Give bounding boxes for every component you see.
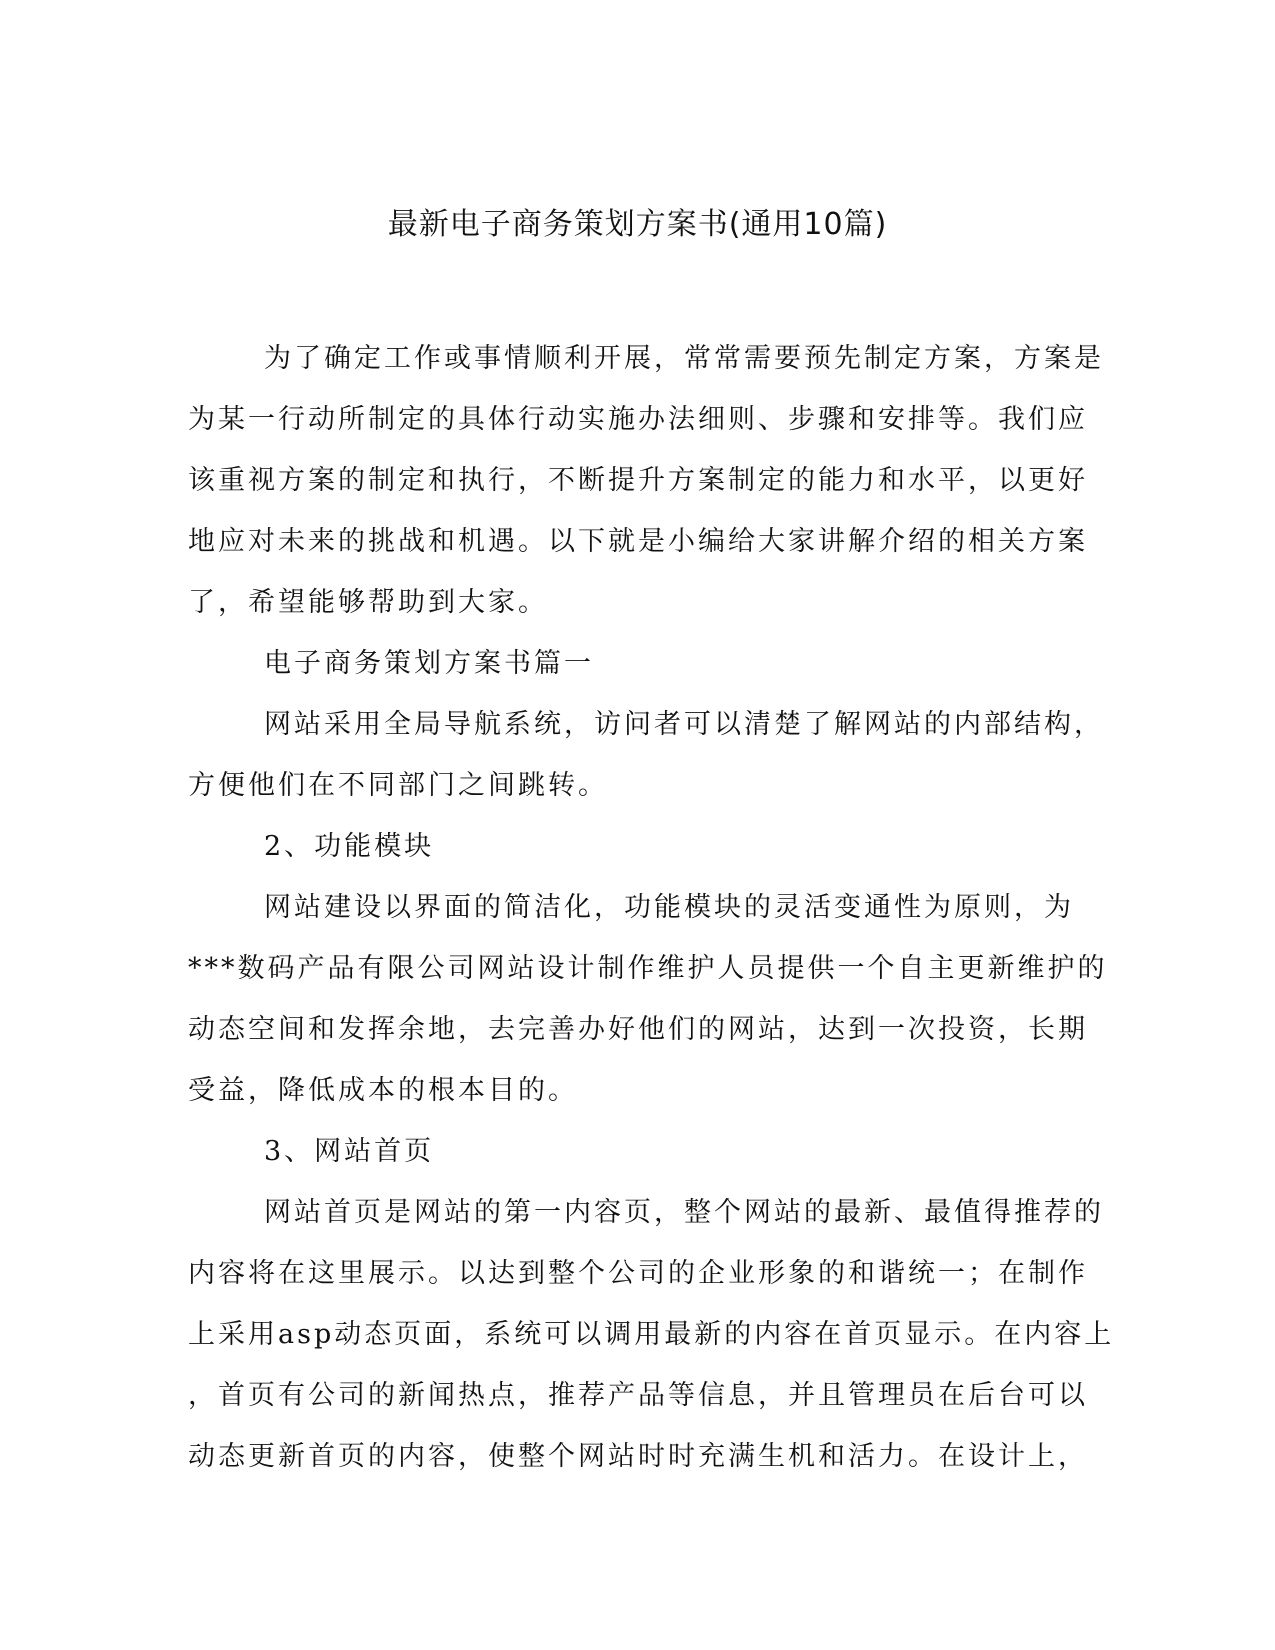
text-line: 2、功能模块 — [264, 831, 435, 862]
text-line: 动态空间和发挥余地，去完善办好他们的网站，达到一次投资，长期 — [188, 1014, 1088, 1045]
text-line: 为了确定工作或事情顺利开展，常常需要预先制定方案，方案是 — [264, 343, 1104, 374]
subsection-heading — [188, 816, 1083, 877]
text-line: 网站建设以界面的简洁化，功能模块的灵活变通性为原则，为 — [264, 892, 1074, 923]
text-line: 3、网站首页 — [264, 1136, 435, 1167]
text-line: ***数码产品有限公司网站设计制作维护人员提供一个自主更新维护的 — [188, 953, 1108, 984]
paragraph-homepage — [188, 1182, 1115, 1487]
text-line: 内容将在这里展示。以达到整个公司的企业形象的和谐统一；在制作 — [188, 1258, 1088, 1289]
paragraph-intro — [188, 328, 1104, 633]
text-line: 方便他们在不同部门之间跳转。 — [188, 770, 608, 801]
text-line: 了，希望能够帮助到大家。 — [188, 587, 548, 618]
text-line: 电子商务策划方案书篇一 — [264, 648, 594, 679]
text-line: 动态更新首页的内容，使整个网站时时充满生机和活力。在设计上， — [188, 1441, 1088, 1472]
text-line: 地应对未来的挑战和机遇。以下就是小编给大家讲解介绍的相关方案 — [188, 526, 1088, 557]
text-line: ，首页有公司的新闻热点，推荐产品等信息，并且管理员在后台可以 — [188, 1380, 1088, 1411]
text-line: 上采用asp动态页面，系统可以调用最新的内容在首页显示。在内容上 — [188, 1319, 1115, 1350]
document-body — [188, 328, 1115, 1487]
text-line: 受益，降低成本的根本目的。 — [188, 1075, 578, 1106]
document-title: 最新电子商务策划方案书(通用10篇) — [387, 207, 888, 242]
text-line: 网站采用全局导航系统，访问者可以清楚了解网站的内部结构， — [264, 709, 1104, 740]
paragraph-navigation — [188, 694, 1104, 816]
text-line: 网站首页是网站的第一内容页，整个网站的最新、最值得推荐的 — [264, 1197, 1104, 1228]
text-line: 为某一行动所制定的具体行动实施办法细则、步骤和安排等。我们应 — [188, 404, 1088, 435]
subsection-heading — [188, 1121, 1083, 1182]
section-heading — [188, 633, 1083, 694]
text-line: 该重视方案的制定和执行，不断提升方案制定的能力和水平，以更好 — [188, 465, 1088, 496]
paragraph-function-modules — [188, 877, 1108, 1121]
